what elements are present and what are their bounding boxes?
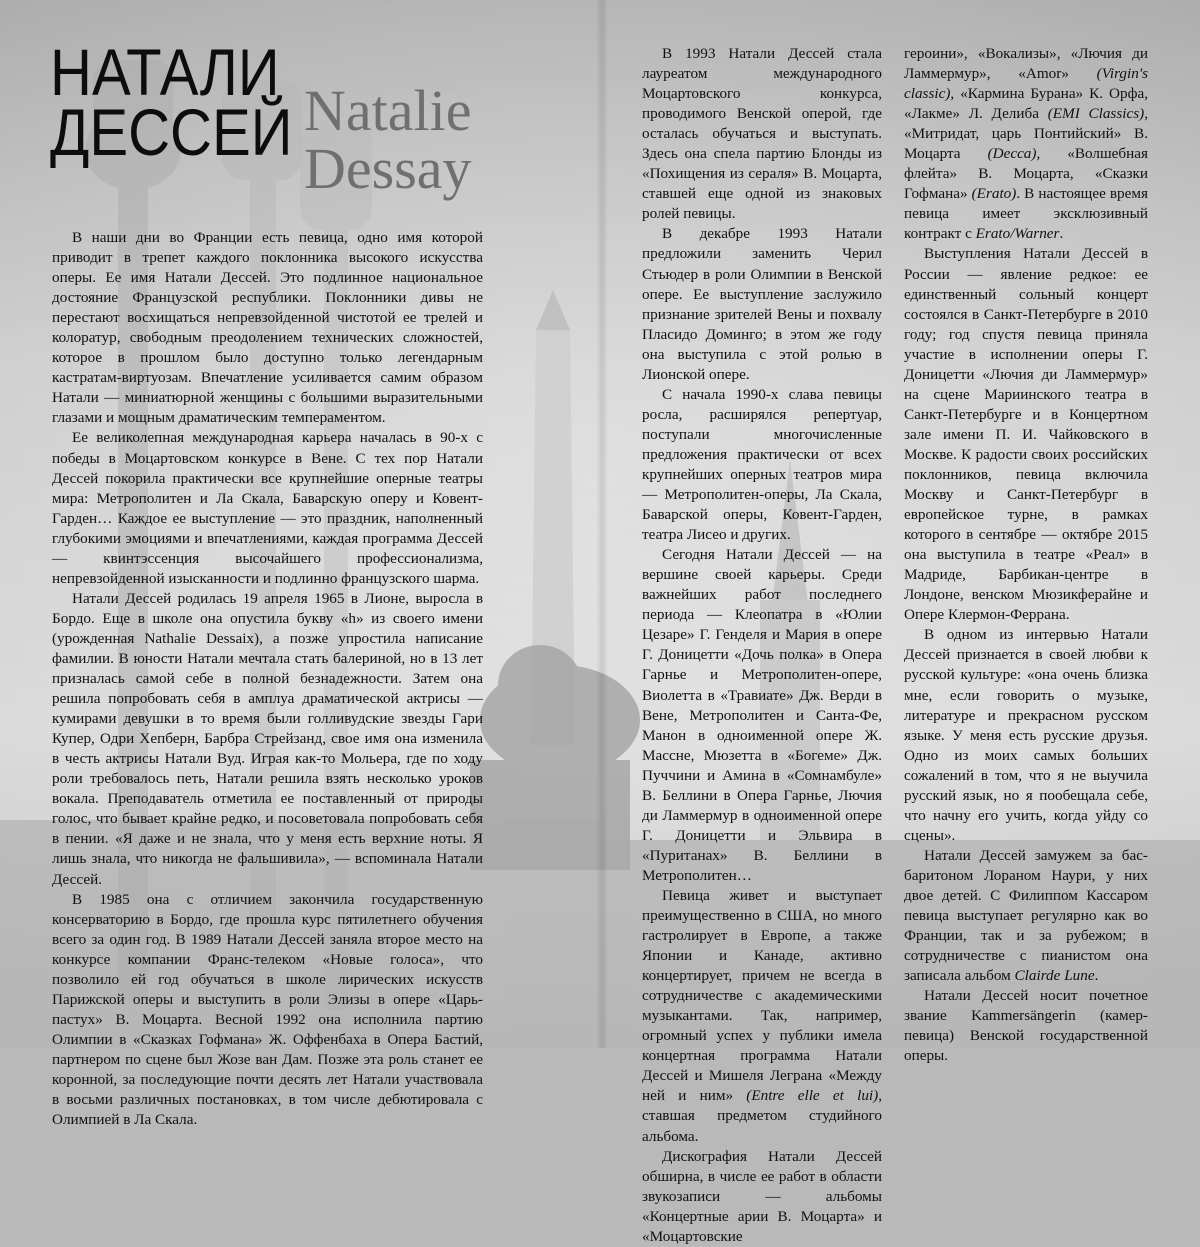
article-column-1 — [52, 228, 483, 1130]
paragraph: Выступления Натали Дессей в России — явление редкое: ее единственный сольный концерт состоялся в Санкт-Петербурге в 2010 году; год спустя певица приняла участие в исполнении оперы Г. Доницетти «Лючия ди Ламмермур» на сцене Мариинского театра в Санкт-Петербурге и в Концертном зале имени П. И. Чайковского в Москве. К радости своих российских поклонников, певица включила Москву и Санкт-Петербург в европейское турне, в рамках которого в сентябре — октябре 2015 она выступила в театре «Реал» в Мадриде, Барбикан-центре в Лондоне, венском Мюзикферайне и Опере Клермон-Феррана. — [904, 245, 1148, 624]
text-run: Натали Дессей замужем за бас-баритоном Лораном Наури, у них двое детей. С Филиппом Кассаром певица выступает регулярно как во Франции, так и за рубежом; в сотрудничестве с пианистом она записала альбом — [904, 846, 1148, 985]
page-fold — [596, 0, 608, 1048]
paragraph: В 1985 она с отличием закончила государственную консерваторию в Бордо, где прошла курс пятилетнего обучения всего за один год. В 1989 Натали Дессей заняла второе место на конкурсе компании Франс-телеком «Новые голоса», что позволило ей год обучаться в школе лирических искусств Парижской оперы и выступить в роли Элизы в опере «Царь-пастух» В. Моцарта. Весной 1992 она исполнила партию Олимпии в «Сказках Гофмана» Ж. Оффенбаха в Опера Бастий, партнером по сцене был Жозе ван Дам. Позже эта роль станет ее коронной, за последующие почти десять лет Натали участвовала в восьми различных постановках, в том числе дебютировала с Олимпией в Ла Скала. — [52, 890, 483, 1129]
italic-label: (Virgin's classic) — [904, 65, 1148, 103]
text-run: , «Кармина Бурана» К. Орфа, «Лакме» Л. Делиба — [904, 85, 1148, 123]
text-run: . — [1059, 225, 1064, 243]
paragraph: В одном из интервью Натали Дессей признается в своей любви к русской культуре: «она очень близка мне, если говорить о музыке, литературе и прекрасном русском языке. У меня есть русские друзья. Одно из моих самых больших сожалений в том, что я не выучила русский язык, но я пообещала себе, что начну его учить, когда уйду со сцены». — [904, 626, 1148, 844]
italic-label: Erato/Warner — [975, 225, 1060, 243]
title-english — [304, 78, 472, 201]
title-ru-line2: ДЕССЕЙ — [50, 95, 293, 169]
paragraph — [904, 44, 1148, 244]
italic-title: (Entre elle et lui) — [746, 1087, 879, 1105]
italic-album-title: Clairde Lune — [1014, 967, 1095, 985]
paragraph — [904, 846, 1148, 986]
paragraph: В декабре 1993 Натали предложили заменить Черил Стьюдер в роли Олимпии в Венской опере. Ее выступление заслужило признание зрителей Вены и похвалу Пласидо Доминго; в этом же году она выступила с этой ролью в Лионской опере. — [642, 225, 882, 383]
paragraph: Натали Дессей носит почетное звание Kammersängerin (камер-певица) Венской государственной оперы. — [904, 987, 1148, 1065]
article-column-3 — [904, 44, 1148, 1066]
paragraph: Сегодня Натали Дессей — на вершине своей карьеры. Среди важнейших работ последнего периода — Клеопатра в «Юлии Цезаре» Г. Генделя и Мария в опере Г. Доницетти «Дочь полка» в Опера Гарнье и Метрополитен-опере, Виолетта в «Травиате» Дж. Верди в Вене, Метрополитен и Санта-Фе, Манон в одноименной опере Ж. Массне, Мюзетта в «Богеме» Дж. Пуччини и Амина в «Сомнамбуле» В. Беллини в Опера Гарнье, Лючия ди Ламмермур в одноименной опере Г. Доницетти и Эльвира в «Пуританах» В. Беллини в Метрополитен… — [642, 546, 882, 884]
text-run: . В настоящее время певица имеет эксклюзивный контракт с — [904, 185, 1148, 243]
paragraph: Натали Дессей родилась 19 апреля 1965 в Лионе, выросла в Бордо. Еще в школе она опустила букву «h» из своего имени (урожденная Nathalie Dessaix), а позже упростила написание фамилии. В юности Натали мечтала стать балериной, но в 13 лет призналась самой себе в полной безнадежности. Затем она решила попробовать себя в амплуа драматической актрисы — кумирами девушки в то время были голливудские звезды Гари Купер, Одри Хепберн, Барбра Стрейзанд, свое имя она изменила в честь актрисы Натали Вуд. Играя как-то Мольера, где по ходу роли требовалось петь, Натали решила взять несколько уроков вокала. Преподаватель отметила ее поставленный от природы голос, что бывает крайне редко, и посоветовала попробовать себя в пении. «Я даже и не знала, что у меня есть верхние ноты. Я лишь знала, что никогда не фальшивила», — вспоминала Натали Дессей. — [52, 589, 483, 888]
text-run: . — [1094, 967, 1099, 985]
title-en-line1: Natalie — [304, 78, 472, 143]
text-run: Певица живет и выступает преимущественно в США, но много гастролирует в Европе, а также Японии и Канаде, активно концертирует, причем не всегда в сотрудничестве с академическими музыкантами. Так, например, огромный успех у публики имела концертная программа Натали Дессей и Мишеля Леграна «Между ней и ним» — [642, 886, 882, 1105]
title-ru-line1: НАТАЛИ — [50, 35, 280, 109]
title-russian — [50, 35, 293, 169]
italic-label: (Decca) — [987, 145, 1037, 163]
title-en-line2: Dessay — [304, 136, 472, 201]
text-run: , «Митридат, царь Понтийский» В. Моцарта — [904, 105, 1148, 163]
italic-label: (EMI Classics) — [1047, 105, 1145, 123]
paragraph — [642, 886, 882, 1147]
paragraph: Ее великолепная международная карьера началась в 90-х с победы в Моцартовском конкурсе в Вене. С тех пор Натали Дессей покорила практически все крупнейшие оперные театры мира: Метрополитен и Ла Скала, Баварскую оперу и Ковент-Гарден… Каждое ее выступление — это праздник, наполненный глубокими эмоциями и впечатлениями, каждая программа Дессей — квинтэссенция высочайшего профессионализма, непревзойденной изысканности и подлинно французского шарма. — [52, 429, 483, 587]
paragraph: С начала 1990-х слава певицы росла, расширялся репертуар, поступали многочисленные предложения практически от всех крупнейших оперных театров мира — Метрополитен-оперы, Ла Скала, Баварской оперы, Ковент-Гарден, театра Лисео и других. — [642, 385, 882, 544]
paragraph: В 1993 Натали Дессей стала лауреатом международного Моцартовского конкурса, проводимого Венской оперой, где осталась обучаться и выступать. Здесь она спела партию Блонды из «Похищения из сераля» В. Моцарта, ставшей еще одной из знаковых ролей певицы. — [642, 45, 882, 223]
text-run: героини», «Вокализы», «Лючия ди Ламмермур», «Amor» — [904, 45, 1148, 83]
text-run: , «Волшебная флейта» В. Моцарта, «Сказки Гофмана» — [904, 145, 1148, 203]
italic-label: (Erato) — [971, 185, 1017, 203]
article-column-2 — [642, 44, 882, 1247]
text-run: , ставшая предметом студийного альбома. — [642, 1087, 882, 1145]
paragraph: В наши дни во Франции есть певица, одно имя которой приводит в трепет каждого поклонника высокого искусства оперы. Ее имя Натали Дессей. Это подлинное национальное достояние Французской республики. Поклонники дивы не перестают восхищаться непревзойденной чистотой ее трелей и колоратур, свободным преодолением технических сложностей, которое в прошлом было доступно только легендарным кастратам-виртуозам. Впечатление усиливается самим образом Натали — миниатюрной женщины с большими выразительными глазами и мощным драматическим темпераментом. — [52, 229, 483, 427]
paragraph: Дискография Натали Дессей обширна, в числе ее работ в области звукозаписи — альбомы «Концертные арии В. Моцарта» и «Моцартовские — [642, 1147, 882, 1245]
